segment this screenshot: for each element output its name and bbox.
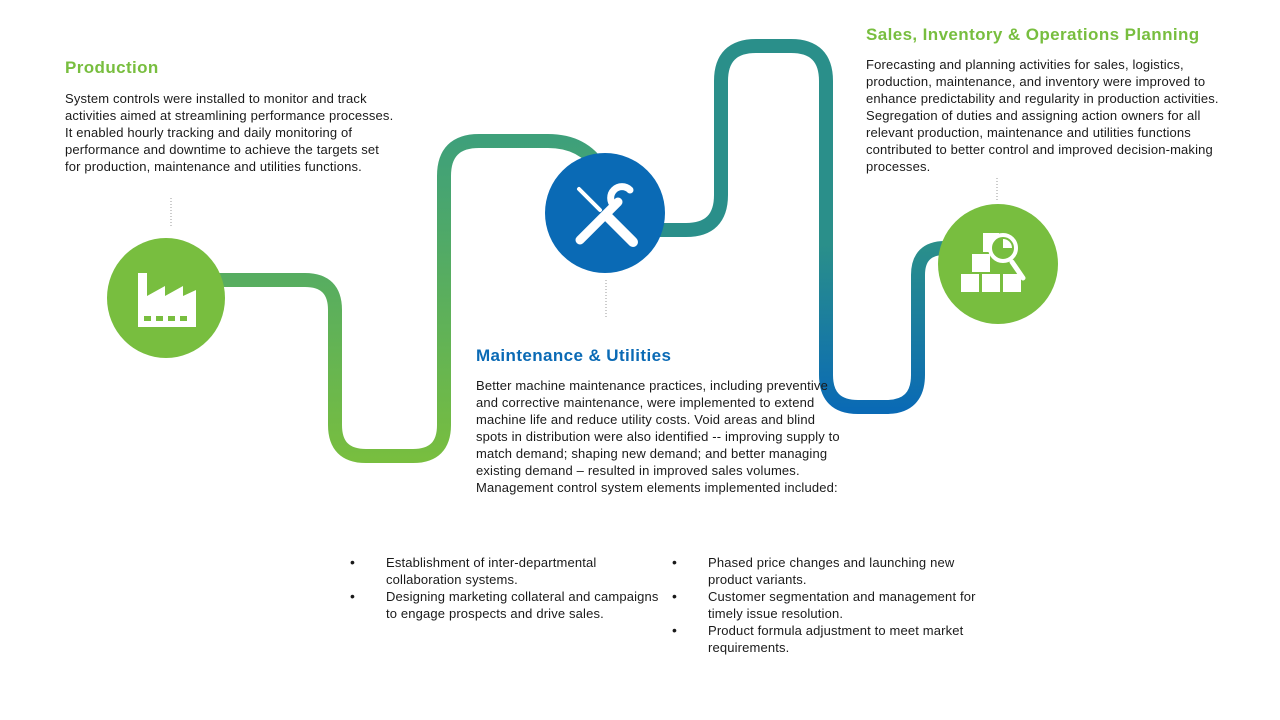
production-description: System controls were installed to monitor and track activities aimed at streamlining performance processes. It enabled hourly tracking and daily monitoring of performance and downtime to achieve the targets set for production, maintenance and utilities functions.: [65, 91, 394, 174]
maintenance-title: Maintenance & Utilities: [476, 346, 672, 365]
bullet-item: • Product formula adjustment to meet market requirements.: [672, 622, 1002, 656]
bullet-item: • Designing marketing collateral and campaigns to engage prospects and drive sales.: [350, 588, 670, 622]
bullet-item: • Phased price changes and launching new product variants.: [672, 554, 1002, 588]
sales-node: [938, 204, 1058, 324]
production-title: Production: [65, 58, 159, 77]
bullet-item: • Customer segmentation and management for timely issue resolution.: [672, 588, 1002, 622]
maintenance-bullets-left: [350, 554, 670, 622]
bullet-item: • Establishment of inter-departmental collaboration systems.: [350, 554, 670, 588]
maintenance-bullets-right: [672, 554, 1002, 656]
sales-description: Forecasting and planning activities for sales, logistics, production, maintenance, and inventory were improved to enhance predictability and regularity in production activities. Segregation of duties and assigning action owners for all relevant production, maintenance and utilities functions contributed to better control and improved decision-making processes.: [866, 57, 1219, 174]
production-node: [107, 238, 225, 358]
sales-title: Sales, Inventory & Operations Planning: [866, 25, 1200, 44]
maintenance-node: [545, 153, 665, 273]
maintenance-description: Better machine maintenance practices, including preventive and corrective maintenance, were implemented to extend machine life and reduce utility costs. Void areas and blind spots in distribution were also identified -- improving supply to match demand; shaping new demand; and better managing existing demand – resulted in improved sales volumes. Management control system elements implemented included:: [476, 378, 840, 495]
